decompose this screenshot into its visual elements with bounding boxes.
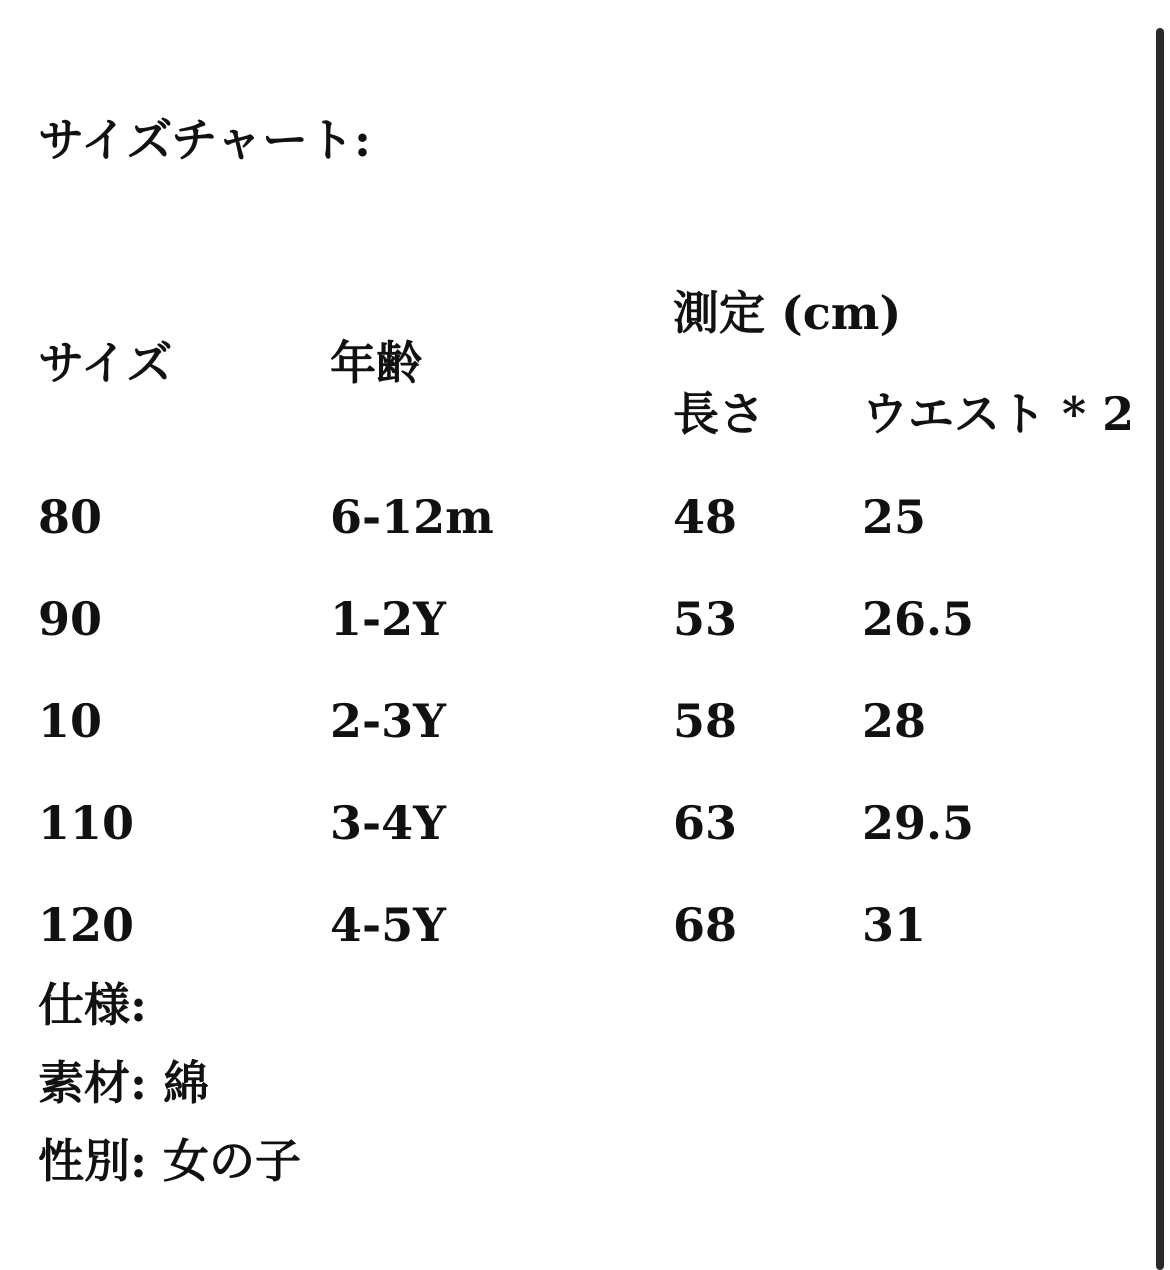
row-length: 48 bbox=[673, 490, 738, 544]
row-waist: 29.5 bbox=[862, 796, 975, 850]
row-age: 2-3Y bbox=[330, 694, 446, 748]
row-length: 58 bbox=[673, 694, 738, 748]
header-measure: 測定 (cm) bbox=[673, 286, 902, 340]
row-length: 68 bbox=[673, 898, 738, 952]
row-length: 53 bbox=[673, 592, 738, 646]
row-size: 90 bbox=[38, 592, 103, 646]
header-age: 年齢 bbox=[330, 336, 422, 390]
row-waist: 26.5 bbox=[862, 592, 975, 646]
row-age: 6-12m bbox=[330, 490, 494, 544]
row-length: 63 bbox=[673, 796, 738, 850]
header-waist: ウエスト * 2 bbox=[862, 387, 1135, 441]
row-age: 3-4Y bbox=[330, 796, 446, 850]
row-size: 110 bbox=[38, 796, 135, 850]
vertical-scrollbar[interactable] bbox=[1156, 28, 1164, 1270]
header-length: 長さ bbox=[673, 387, 765, 441]
spec-material: 素材: 綿 bbox=[38, 1056, 209, 1110]
row-waist: 31 bbox=[862, 898, 927, 952]
row-age: 1-2Y bbox=[330, 592, 446, 646]
row-size: 80 bbox=[38, 490, 103, 544]
row-waist: 25 bbox=[862, 490, 927, 544]
header-size: サイズ bbox=[38, 336, 173, 390]
spec-gender: 性別: 女の子 bbox=[38, 1134, 301, 1188]
row-size: 10 bbox=[38, 694, 103, 748]
page-title: サイズチャート: bbox=[38, 113, 372, 167]
row-size: 120 bbox=[38, 898, 135, 952]
specs-heading: 仕様: bbox=[38, 978, 147, 1032]
row-age: 4-5Y bbox=[330, 898, 446, 952]
row-waist: 28 bbox=[862, 694, 927, 748]
